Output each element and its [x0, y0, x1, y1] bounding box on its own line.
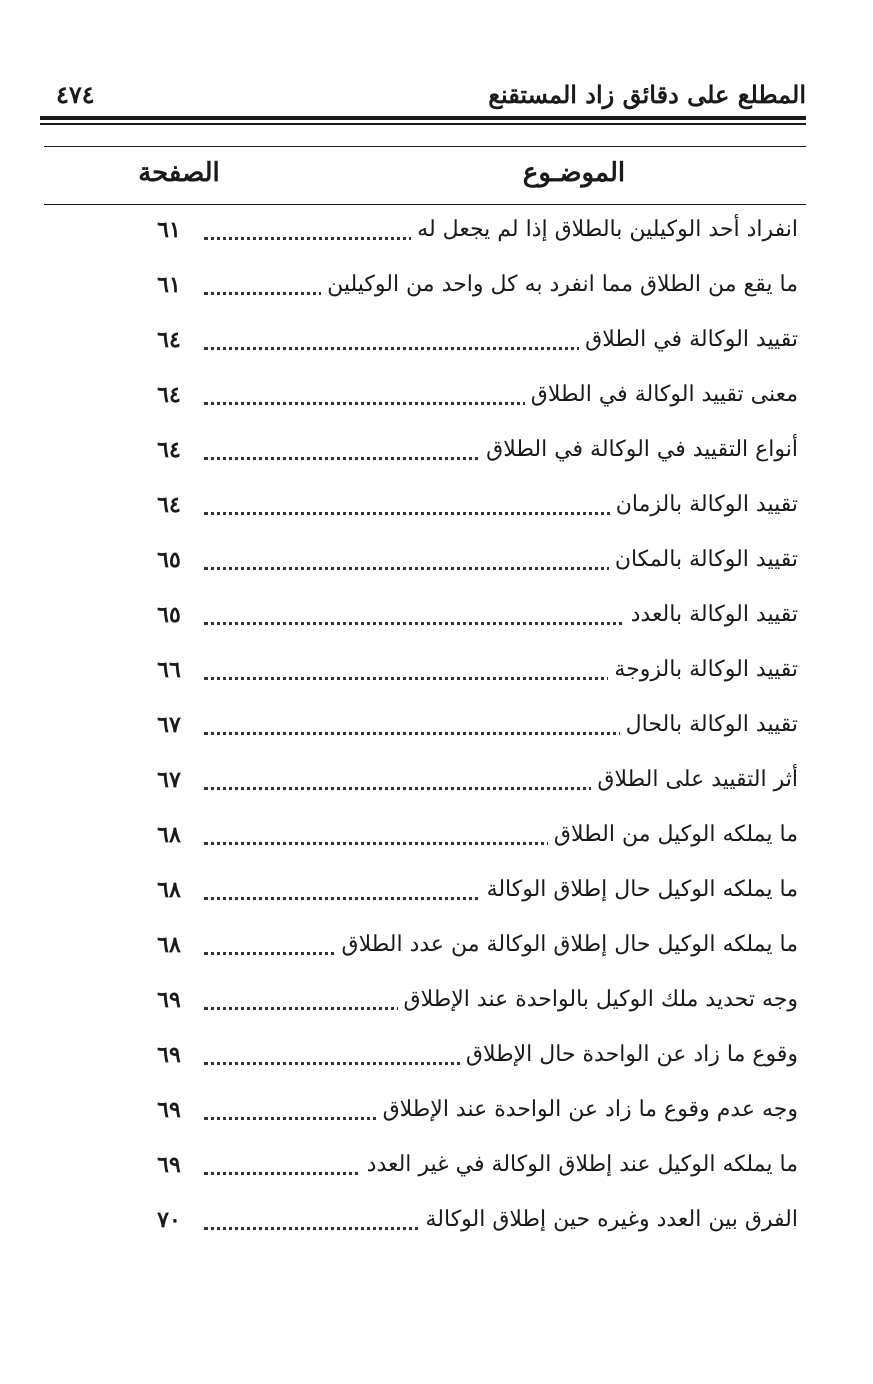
toc-entry-title: ما يملكه الوكيل من الطلاق: [548, 819, 798, 851]
toc-entry-title: تقييد الوكالة بالمكان: [609, 544, 798, 576]
column-header-subject: الموضـوع: [522, 158, 626, 188]
toc-entry: [44, 813, 806, 868]
toc-entry: [44, 593, 806, 648]
column-header-page: الصفحة: [138, 158, 220, 188]
toc-entry-page: ٦٥: [157, 602, 181, 628]
toc-entry-title: معنى تقييد الوكالة في الطلاق: [525, 379, 798, 411]
toc-entry-page: ٦٨: [157, 932, 181, 958]
toc-entry-title: تقييد الوكالة بالزوجة: [608, 654, 798, 686]
toc-entry-title: وجه عدم وقوع ما زاد عن الواحدة عند الإطلاق: [377, 1094, 798, 1126]
book-title: المطلع على دقائق زاد المستقنع: [488, 80, 806, 109]
toc-entry: [44, 978, 806, 1033]
toc-entry-page: ٦٨: [157, 822, 181, 848]
toc-entry-page: ٦٤: [157, 382, 181, 408]
toc-entry-title: وجه تحديد ملك الوكيل بالواحدة عند الإطلاق: [398, 984, 798, 1016]
toc-entry-title: تقييد الوكالة بالحال: [620, 709, 798, 741]
toc-entry: [44, 1088, 806, 1143]
table-top-rule: [44, 146, 806, 147]
toc-entry-page: ٦٥: [157, 547, 181, 573]
toc-entry-title: ما يملكه الوكيل حال إطلاق الوكالة من عدد الطلاق: [336, 929, 798, 961]
toc-entry: [44, 868, 806, 923]
toc-entry-title: تقييد الوكالة بالزمان: [610, 489, 798, 521]
column-header-rule: [44, 204, 806, 205]
header-rule-second: [40, 123, 806, 125]
toc-entry: [44, 538, 806, 593]
toc-entry-page: ٦٩: [157, 1152, 181, 1178]
toc-entry: [44, 703, 806, 758]
toc-entry: [44, 648, 806, 703]
toc-entry-page: ٦٩: [157, 987, 181, 1013]
page-number: ٤٧٤: [56, 80, 95, 109]
toc-entry-page: ٦٨: [157, 877, 181, 903]
running-header: [40, 80, 806, 109]
toc-entry-title: أنواع التقييد في الوكالة في الطلاق: [480, 434, 798, 466]
toc-entry-page: ٦١: [157, 272, 181, 298]
toc-entry: [44, 1198, 806, 1253]
column-headers: [44, 158, 806, 198]
header-rule-thick: [40, 116, 806, 120]
toc-entry-title: ما يملكه الوكيل عند إطلاق الوكالة في غير العدد: [361, 1149, 798, 1181]
toc-entry-page: ٦٧: [157, 712, 181, 738]
toc-entry: [44, 483, 806, 538]
toc-entry: [44, 318, 806, 373]
toc-entry-title: انفراد أحد الوكيلين بالطلاق إذا لم يجعل له: [411, 214, 798, 246]
toc-list: [44, 208, 806, 1253]
toc-entry-page: ٦١: [157, 217, 181, 243]
toc-entry-page: ٧٠: [157, 1207, 181, 1233]
toc-entry-title: تقييد الوكالة في الطلاق: [579, 324, 798, 356]
toc-entry-title: ما يملكه الوكيل حال إطلاق الوكالة: [481, 874, 798, 906]
toc-entry: [44, 208, 806, 263]
toc-entry-page: ٦٩: [157, 1042, 181, 1068]
toc-entry-title: أثر التقييد على الطلاق: [591, 764, 798, 796]
toc-entry-page: ٦٤: [157, 437, 181, 463]
toc-entry-page: ٦٦: [157, 657, 181, 683]
toc-entry: [44, 923, 806, 978]
toc-entry: [44, 428, 806, 483]
toc-entry: [44, 1143, 806, 1198]
toc-entry-page: ٦٤: [157, 327, 181, 353]
toc-entry-page: ٦٤: [157, 492, 181, 518]
toc-entry: [44, 373, 806, 428]
toc-entry: [44, 263, 806, 318]
toc-entry: [44, 1033, 806, 1088]
toc-entry-title: تقييد الوكالة بالعدد: [625, 599, 798, 631]
toc-entry-page: ٦٧: [157, 767, 181, 793]
toc-entry-page: ٦٩: [157, 1097, 181, 1123]
toc-entry-title: ما يقع من الطلاق مما انفرد به كل واحد من الوكيلين: [321, 269, 798, 301]
toc-entry-title: الفرق بين العدد وغيره حين إطلاق الوكالة: [420, 1204, 799, 1236]
toc-entry-title: وقوع ما زاد عن الواحدة حال الإطلاق: [460, 1039, 798, 1071]
toc-entry: [44, 758, 806, 813]
